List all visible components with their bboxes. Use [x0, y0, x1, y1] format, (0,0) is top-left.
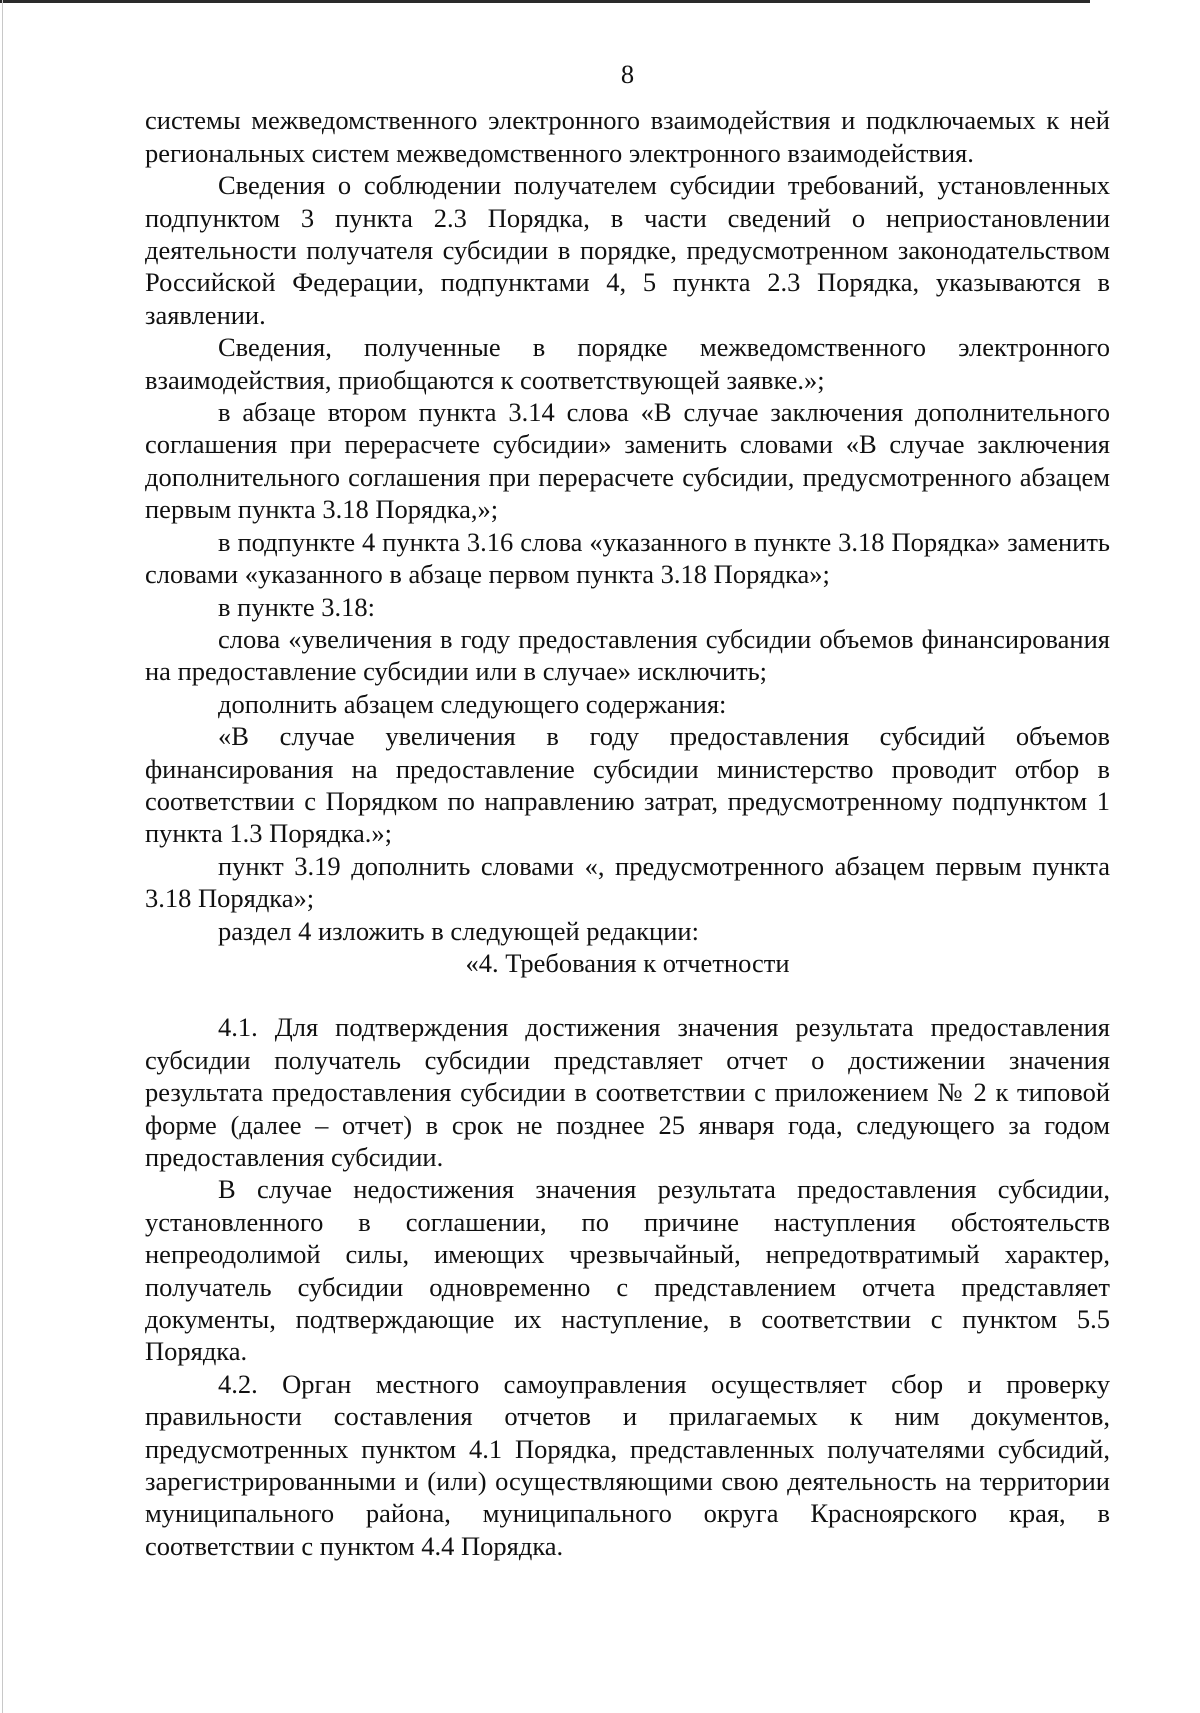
document-page — [145, 58, 1110, 1562]
paragraph: раздел 4 изложить в следующей редакции: — [218, 915, 699, 946]
paragraph: В случае недостижения значения результата предоставления субсидии, установленного в соглашении, по причине наступления обстоятельств непреодолимой силы, имеющих чрезвычайный, непредотвратимый характер, получатель субсидии одновременно с представлением отчета представляет документы, подтверждающие их наступление, в соответствии с пунктом 5.5 Порядка. — [145, 1174, 1110, 1367]
paragraph: слова «увеличения в году предоставления субсидии объемов финансирования на предоставление субсидии или в случае» исключить; — [145, 623, 1110, 687]
paragraph: пункт 3.19 дополнить словами «, предусмотренного абзацем первым пункта 3.18 Порядка»; — [145, 850, 1110, 914]
section-title: «4. Требования к отчетности — [465, 947, 790, 978]
paragraph: «В случае увеличения в году предоставления субсидий объемов финансирования на предоставление субсидии министерство проводит отбор в соответствии с Порядком по направлению затрат, предусмотренному подпунктом 1 пункта 1.3 Порядка.»; — [145, 721, 1110, 849]
scan-left-edge — [2, 0, 3, 1713]
scan-top-border — [0, 0, 1090, 3]
paragraph: Сведения, полученные в порядке межведомственного электронного взаимодействия, приобщаются к соответствующей заявке.»; — [145, 332, 1110, 395]
paragraph: системы межведомственного электронного взаимодействия и подключаемых к ней региональных систем межведомственного электронного взаимодействия. — [145, 105, 1110, 168]
paragraph: в пункте 3.18: — [218, 591, 375, 622]
paragraph: дополнить абзацем следующего содержания: — [218, 688, 727, 719]
paragraph: 4.2. Орган местного самоуправления осуществляет сбор и проверку правильности составления отчетов и прилагаемых к ним документов, предусмотренных пунктом 4.1 Порядка, представленных получателями субсидий, зарегистрированными и (или) осуществляющими свою деятельность на территории муниципального района, муниципального округа Красноярского края, в соответствии с пунктом 4.4 Порядка. — [145, 1368, 1110, 1561]
paragraph: 4.1. Для подтверждения достижения значения результата предоставления субсидии получатель субсидии представляет отчет о достижении значения результата предоставления субсидии в соответствии с приложением № 2 к типовой форме (далее – отчет) в срок не позднее 25 января года, следующего за годом предоставления субсидии. — [145, 1012, 1110, 1172]
paragraph: в абзаце втором пункта 3.14 слова «В случае заключения дополнительного соглашения при перерасчете субсидии» заменить словами «В случае заключения дополнительного соглашения при перерасчете субсидии, предусмотренного абзацем первым пункта 3.18 Порядка,»; — [145, 397, 1110, 525]
page-number: 8 — [620, 59, 635, 89]
paragraph: Сведения о соблюдении получателем субсидии требований, установленных подпунктом 3 пункта 2.3 Порядка, в части сведений о неприостановлении деятельности получателя субсидии в порядке, предусмотренном законодательством Российской Федерации, подпунктами 4, 5 пункта 2.3 Порядка, указываются в заявлении. — [145, 170, 1110, 330]
paragraph: в подпункте 4 пункта 3.16 слова «указанного в пункте 3.18 Порядка» заменить словами «указанного в абзаце первом пункта 3.18 Порядка»; — [145, 526, 1110, 590]
